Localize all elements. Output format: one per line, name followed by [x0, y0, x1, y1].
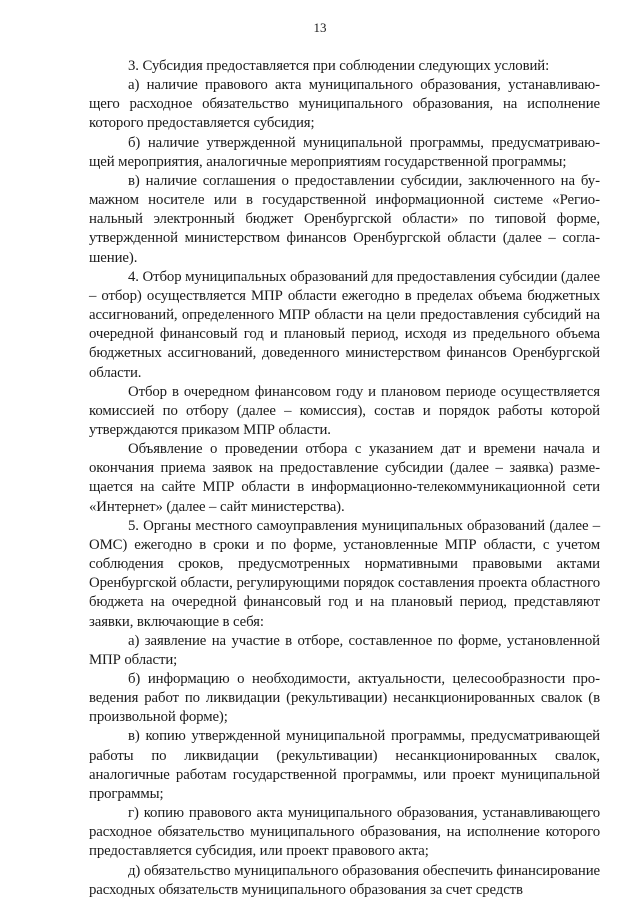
paragraph-5v: в) копию утвержденной муниципальной программы, предусматривающей работы по ликвидации (рекультивации) несанкционированных свалок, аналогичные работам государственной программы, или проект муниципальной программы; [89, 728, 600, 802]
paragraph-commission: Отбор в очередном финансовом году и плановом периоде осуществляется комиссией по отбору (далее – комиссия), состав и порядок работы которой утверждаются приказом МПР области. [89, 383, 600, 438]
document-body [89, 57, 600, 900]
paragraph-5b: б) информацию о необходимости, актуальности, целесообразности проведения работ по ликвидации (рекультивации) несанкционированных свалок (в произвольной форме); [89, 671, 600, 726]
paragraph-3a: а) наличие правового акта муниципального образования, устанавливающего расходное обязательство муниципального образования, на исполнение которого предоставляется субсидия; [89, 77, 600, 132]
paragraph-5g: г) копию правового акта муниципального образования, устанавливающего расходное обязательство муниципального образования, на исполнение которого предоставляется субсидия, или проект правового акта; [89, 805, 600, 860]
paragraph-4: 4. Отбор муниципальных образований для предоставления субсидии (далее – отбор) осуществляется МПР области ежегодно в пределах объема бюджетных ассигнований, определенного МПР области на цели предоставления субсидий на очередной финансовый год и плановый период, исходя из предельного объема бюджетных ассигнований, доведенного министерством финансов Оренбургской области. [89, 268, 600, 381]
paragraph-3-intro: 3. Субсидия предоставляется при соблюдении следующих условий: [128, 58, 550, 74]
paragraph-5a: а) заявление на участие в отборе, составленное по форме, установленной МПР области; [89, 632, 600, 668]
paragraph-3v: в) наличие соглашения о предоставлении субсидии, заключенного на бумажном носителе или в государственной информационной системе «Региональный электронный бюджет Оренбургской области» по типовой форме, утвержденной министерством финансов Оренбургской области (далее – соглашение). [89, 172, 600, 266]
paragraph-5: 5. Органы местного самоуправления муниципальных образований (далее – ОМС) ежегодно в сроки и по форме, установленные МПР области, с учетом соблюдения сроков, предусмотренных нормативными правовыми актами Оренбургской области, регулирующими порядок составления проекта областного бюджета на очередной финансовый год и на плановый период, представляют заявки, включающие в себя: [89, 517, 600, 630]
page-number: 13 [313, 20, 327, 35]
paragraph-3b: б) наличие утвержденной муниципальной программы, предусматривающей мероприятия, аналогичные мероприятиям государственной программы; [89, 134, 600, 170]
paragraph-5d: д) обязательство муниципального образования обеспечить финансирование расходных обязательств муниципального образования за счет средств [89, 862, 600, 898]
paragraph-announcement: Объявление о проведении отбора с указанием дат и времени начала и окончания приема заявок на предоставление субсидии (далее – заявка) размещается на сайте МПР области в информационно-телекоммуникационной сети «Интернет» (далее – сайт министерства). [89, 441, 600, 515]
